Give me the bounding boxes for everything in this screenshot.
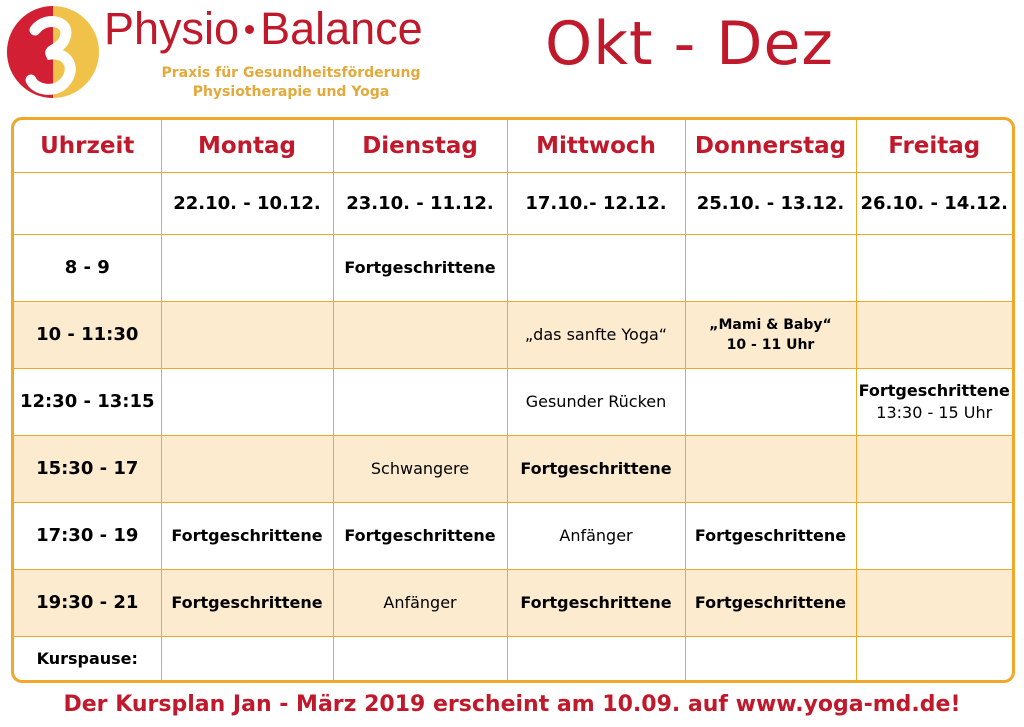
footer-notice: Der Kursplan Jan - März 2019 erscheint am 10.09. auf www.yoga-md.de!: [63, 692, 961, 717]
time-cell: 8 - 9: [14, 234, 161, 301]
course-cell: Fortgeschrittene: [333, 502, 507, 569]
date-cell: [14, 172, 161, 234]
course-cell: Schwangere: [333, 435, 507, 502]
course-name: „Mami & Baby“: [709, 316, 832, 333]
table-row: [14, 502, 1012, 569]
period-title: Okt - Dez: [545, 9, 834, 79]
course-cell: Fortgeschrittene: [161, 569, 333, 636]
course-cell: Fortgeschrittene: [685, 502, 856, 569]
schedule-table: [14, 120, 1012, 680]
header-donnerstag: Donnerstag: [685, 120, 856, 172]
date-cell: 25.10. - 13.12.: [685, 172, 856, 234]
course-cell: [685, 435, 856, 502]
course-cell: Fortgeschrittene: [507, 569, 685, 636]
course-cell: [856, 368, 1012, 435]
table-row: [14, 234, 1012, 301]
course-cell: Anfänger: [333, 569, 507, 636]
date-cell: 26.10. - 14.12.: [856, 172, 1012, 234]
pause-cell: [507, 636, 685, 680]
time-cell: 15:30 - 17: [14, 435, 161, 502]
time-cell: 12:30 - 13:15: [14, 368, 161, 435]
brand-subtitle-2: Physiotherapie und Yoga: [192, 84, 390, 100]
time-cell: 19:30 - 21: [14, 569, 161, 636]
table-row: [14, 435, 1012, 502]
course-cell: [161, 301, 333, 368]
course-cell: Fortgeschrittene: [333, 234, 507, 301]
course-name: Fortgeschrittene: [858, 380, 1010, 400]
date-cell: 23.10. - 11.12.: [333, 172, 507, 234]
course-cell: Fortgeschrittene: [161, 502, 333, 569]
course-cell: Gesunder Rücken: [507, 368, 685, 435]
header-mittwoch: Mittwoch: [507, 120, 685, 172]
course-cell: [856, 234, 1012, 301]
course-cell: [685, 234, 856, 301]
course-cell: [161, 368, 333, 435]
course-cell: [856, 569, 1012, 636]
course-cell: [856, 301, 1012, 368]
date-cell: 17.10.- 12.12.: [507, 172, 685, 234]
pause-cell: [333, 636, 507, 680]
course-time: 10 - 11 Uhr: [726, 336, 815, 353]
course-cell: „das sanfte Yoga“: [507, 301, 685, 368]
brand-name: Physio Balance: [104, 3, 423, 54]
date-cell: 22.10. - 10.12.: [161, 172, 333, 234]
course-cell: Anfänger: [507, 502, 685, 569]
dates-row: [14, 172, 1012, 234]
course-cell: [333, 301, 507, 368]
pause-cell: [856, 636, 1012, 680]
table-row: [14, 569, 1012, 636]
table-row: [14, 368, 1012, 435]
pause-row: [14, 636, 1012, 680]
course-cell: [685, 368, 856, 435]
time-cell: 17:30 - 19: [14, 502, 161, 569]
logo: [5, 2, 101, 102]
header-row: [14, 120, 1012, 172]
pause-cell: [161, 636, 333, 680]
pause-cell: [685, 636, 856, 680]
course-cell: [161, 234, 333, 301]
course-cell: [856, 502, 1012, 569]
header-uhrzeit: Uhrzeit: [14, 120, 161, 172]
time-cell: 10 - 11:30: [14, 301, 161, 368]
pause-label: Kurspause:: [14, 636, 161, 680]
course-time: 13:30 - 15 Uhr: [876, 402, 993, 422]
course-cell: [333, 368, 507, 435]
header-dienstag: Dienstag: [333, 120, 507, 172]
course-cell: Fortgeschrittene: [685, 569, 856, 636]
course-cell: [161, 435, 333, 502]
schedule-table-frame: [11, 117, 1015, 683]
brand-subtitle-1: Praxis für Gesundheitsförderung: [161, 65, 421, 81]
header-freitag: Freitag: [856, 120, 1012, 172]
course-cell: [507, 234, 685, 301]
header-montag: Montag: [161, 120, 333, 172]
table-row: [14, 301, 1012, 368]
course-cell: Fortgeschrittene: [507, 435, 685, 502]
course-cell: [685, 301, 856, 368]
course-cell: [856, 435, 1012, 502]
